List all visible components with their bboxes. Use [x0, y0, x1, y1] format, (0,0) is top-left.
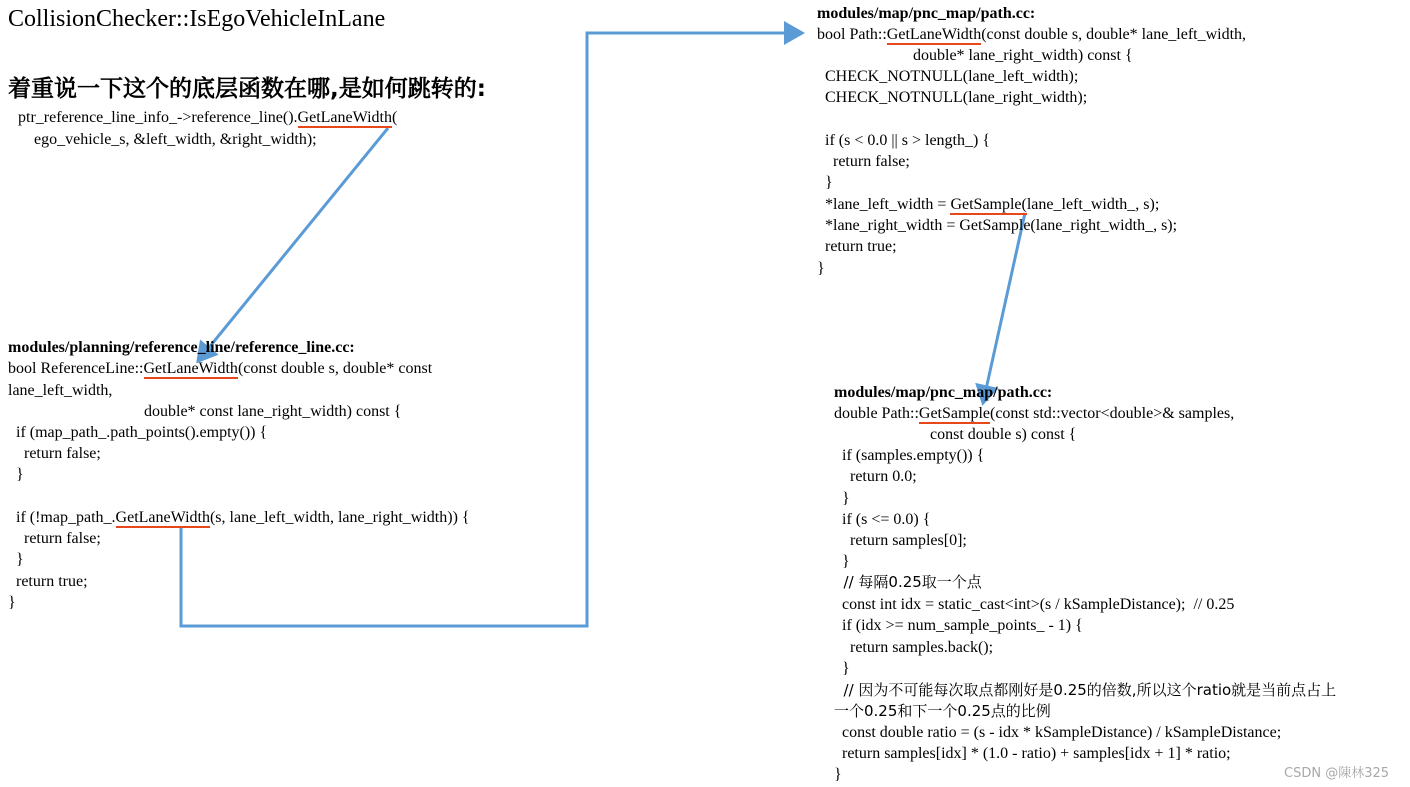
code-comment: 一个0.25和下一个0.25点的比例: [834, 702, 1051, 720]
getsample-def-link: GetSample: [918, 405, 990, 422]
path-sample-file-path: modules/map/pnc_map/path.cc:: [834, 384, 1053, 401]
arrow-getsample-to-impl: [983, 213, 1025, 403]
map-path-getlanewidth-link: GetLaneWidth: [115, 509, 210, 526]
code-comment: // 每隔0.25取一个点: [834, 573, 982, 591]
code-line: }: [834, 766, 842, 783]
snippet-line-2: ego_vehicle_s, &left_width, &right_width);: [18, 131, 317, 148]
getsample-call-link: GetSample(: [950, 196, 1027, 213]
code-line: const int idx = static_cast<int>(s / kSampleDistance); // 0.25: [834, 596, 1235, 613]
code-line: }: [817, 174, 833, 191]
question-heading: 着重说一下这个的底层函数在哪,是如何跳转的:: [8, 76, 486, 102]
getlanewidth-def-link: GetLaneWidth: [143, 360, 238, 377]
code-line: if (map_path_.path_points().empty()) {: [8, 424, 268, 441]
arrow-snippet-to-refline: [198, 128, 388, 361]
code-line: if (s < 0.0 || s > length_) {: [817, 132, 991, 149]
code-line: }: [8, 466, 24, 483]
code-line: }: [834, 490, 850, 507]
getlanewidth-call-link: GetLaneWidth: [297, 109, 392, 126]
code-line: return false;: [8, 445, 101, 462]
code-line: return false;: [8, 530, 101, 547]
code-line: return 0.0;: [834, 468, 917, 485]
code-line: return true;: [817, 238, 897, 255]
code-line: if (s <= 0.0) {: [834, 511, 931, 528]
code-line: *lane_left_width = GetSample(lane_left_width_, s);: [817, 196, 1160, 213]
code-line: const double ratio = (s - idx * kSampleDistance) / kSampleDistance;: [834, 724, 1282, 741]
code-line: }: [8, 551, 24, 568]
code-line: return false;: [817, 153, 910, 170]
page-title: CollisionChecker::IsEgoVehicleInLane: [8, 6, 386, 32]
watermark-text: CSDN @陳林325: [1284, 766, 1390, 781]
code-line: if (samples.empty()) {: [834, 447, 985, 464]
code-line: double Path::GetSample(const std::vector<double>& samples,: [834, 405, 1235, 422]
code-line: double* lane_right_width) const {: [817, 47, 1133, 64]
code-line: return samples[0];: [834, 532, 967, 549]
code-line: CHECK_NOTNULL(lane_right_width);: [817, 89, 1088, 106]
ref-line-file-path: modules/planning/reference_line/reference_line.cc:: [8, 339, 355, 356]
code-line: *lane_right_width = GetSample(lane_right_width_, s);: [817, 217, 1178, 234]
code-line: if (!map_path_.GetLaneWidth(s, lane_left_width, lane_right_width)) {: [8, 509, 470, 526]
code-line: }: [834, 660, 850, 677]
code-line: }: [8, 594, 16, 611]
code-line: }: [834, 553, 850, 570]
code-line: if (idx >= num_sample_points_ - 1) {: [834, 617, 1083, 634]
code-comment: // 因为不可能每次取点都刚好是0.25的倍数,所以这个ratio就是当前点占上: [834, 681, 1337, 699]
code-line: }: [817, 260, 825, 277]
code-line: return samples[idx] * (1.0 - ratio) + samples[idx + 1] * ratio;: [834, 745, 1231, 762]
code-line: return true;: [8, 573, 88, 590]
code-line: lane_left_width,: [8, 382, 113, 399]
snippet-line-1: ptr_reference_line_info_->reference_line().GetLaneWidth(: [18, 109, 398, 126]
path-width-file-path: modules/map/pnc_map/path.cc:: [817, 5, 1036, 22]
code-line: double* const lane_right_width) const {: [8, 403, 402, 420]
code-line: bool Path::GetLaneWidth(const double s, double* lane_left_width,: [817, 26, 1247, 43]
code-line: const double s) const {: [834, 426, 1077, 443]
code-line: return samples.back();: [834, 639, 994, 656]
code-line: CHECK_NOTNULL(lane_left_width);: [817, 68, 1079, 85]
path-getlanewidth-def-link: GetLaneWidth: [886, 26, 982, 43]
code-line: bool ReferenceLine::GetLaneWidth(const double s, double* const: [8, 360, 433, 377]
